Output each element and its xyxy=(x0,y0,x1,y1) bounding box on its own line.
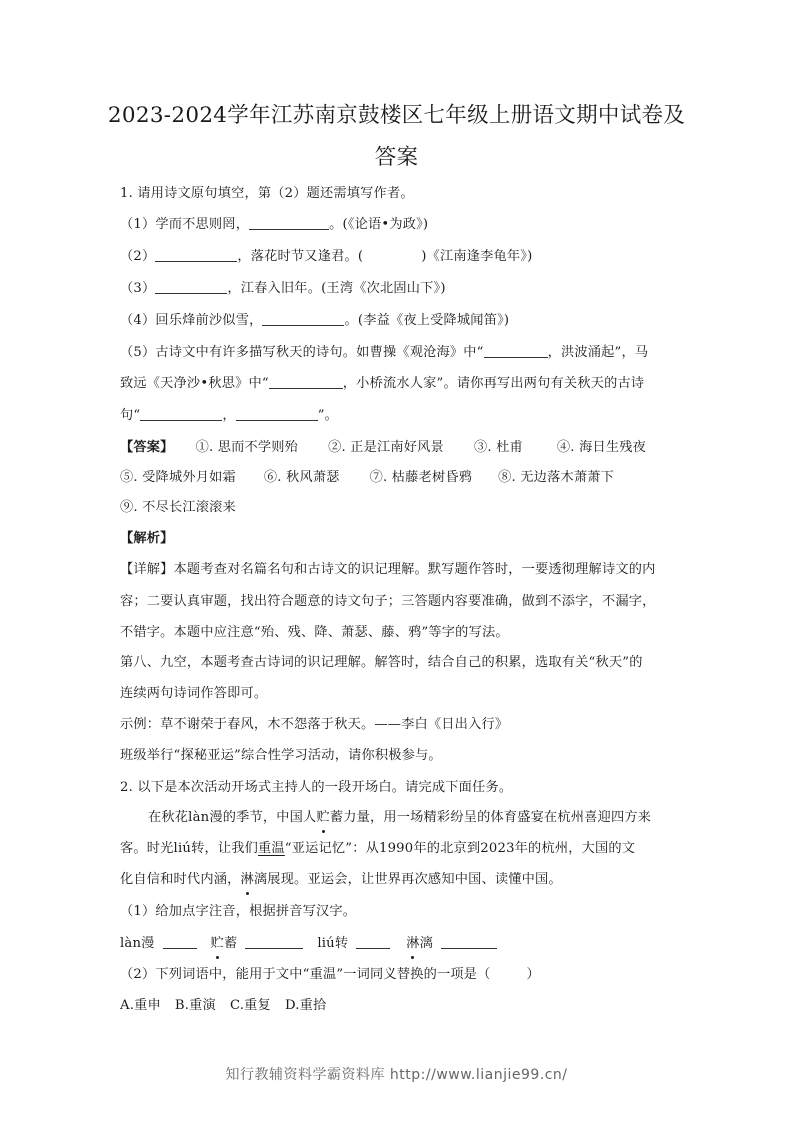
option-b[interactable]: B.重演 xyxy=(174,998,216,1013)
question-1-part-2: （2） ，落花时节又逢君。( )《江南逢李龟年》) xyxy=(120,249,533,264)
option-d[interactable]: D.重拾 xyxy=(284,998,327,1013)
analysis-text: 连续两句诗词作答即可。 xyxy=(120,686,268,701)
document-title-line-1: 2023-2024学年江苏南京鼓楼区七年级上册语文期中试卷及 xyxy=(107,103,686,128)
underlined-word: 重温 xyxy=(258,841,285,856)
answer-line-1 xyxy=(120,438,646,458)
activity-intro: 班级举行“探秘亚运”综合性学习活动，请你积极参与。 xyxy=(120,748,442,763)
document-title-line-2: 答案 xyxy=(374,145,419,170)
analysis-label: 【解析】 xyxy=(120,531,174,546)
analysis-text: 【详解】本题考查对名篇名句和古诗文的识记理解。默写题作答时，一要透彻理解诗文的内 xyxy=(120,562,656,577)
footer-watermark: 知行教辅资料学霸资料库 http://www.lianjie99.cn/ xyxy=(225,1067,568,1083)
answer-blank[interactable] xyxy=(441,934,497,949)
answer-item: ③. 杜甫 xyxy=(473,440,523,455)
answer-item: ①. 思而不学则殆 xyxy=(195,440,299,455)
option-a[interactable]: A.重申 xyxy=(120,998,161,1013)
question-1-part-4: （4）回乐烽前沙似雪， 。(李益《夜上受降城闻笛》) xyxy=(120,313,510,328)
analysis-text: 示例：草不谢荣于春风，木不怨落于秋天。——李白《日出入行》 xyxy=(120,717,509,732)
answer-blank[interactable] xyxy=(155,247,237,262)
answer-blank[interactable] xyxy=(269,374,343,389)
dotted-char: 贮 xyxy=(316,808,329,828)
question-1-part-5-line-1: （5）古诗文中有许多描写秋天的诗句。如曹操《观沧海》中“ ，洪波涌起”，马 xyxy=(120,345,649,360)
answer-blank[interactable] xyxy=(163,934,197,949)
answer-item: ⑤. 受降城外月如霜 xyxy=(120,470,236,485)
question-1-part-5-line-2: 致远《天净沙•秋思》中“ ，小桥流水人家”。请你再写出两句有关秋天的古诗 xyxy=(120,376,645,391)
answer-item: ②. 正是江南好风景 xyxy=(328,440,444,455)
question-2-sub-2: （2）下列词语中，能用于文中“重温”一词同义替换的一项是（ ） xyxy=(120,967,540,982)
analysis-text: 第八、九空，本题考查古诗词的识记理解。解答时，结合自己的积累，选取有关“秋天”的 xyxy=(120,655,643,670)
analysis-text: 不错字。本题中应注意“殆、残、降、萧瑟、藤、鸦”等字的写法。 xyxy=(120,625,509,640)
answer-blank[interactable] xyxy=(262,311,344,326)
passage-line-1: 在秋花làn漫的季节，中国人贮蓄力量，用一场精彩纷呈的体育盛宴在杭州喜迎四方来 xyxy=(148,808,651,828)
answer-blank[interactable] xyxy=(236,406,318,421)
answer-label: 【答案】 xyxy=(120,440,174,455)
question-1-part-1: （1）学而不思则罔， 。(《论语•为政》) xyxy=(120,217,429,232)
answer-item: ⑨. 不尽长江滚滚来 xyxy=(120,500,236,515)
answer-blank[interactable] xyxy=(249,215,329,230)
answer-line-3 xyxy=(120,498,236,518)
dotted-char: 淋 xyxy=(241,870,254,890)
answer-blank[interactable] xyxy=(155,279,227,294)
question-1-part-3: （3） ，江春入旧年。(王湾《次北固山下》) xyxy=(120,281,446,296)
option-row xyxy=(120,996,326,1016)
answer-item: ⑦. 枯藤老树昏鸦 xyxy=(369,470,473,485)
question-2-stem: 2. 以下是本次活动开场式主持人的一段开场白。请完成下面任务。 xyxy=(120,780,513,795)
dotted-char: 淋 xyxy=(406,934,419,954)
question-1-stem: 1. 请用诗文原句填空，第（2）题还需填写作者。 xyxy=(120,186,414,201)
answer-item: ⑧. 无边落木萧萧下 xyxy=(498,470,615,485)
pinyin-fill-row: làn漫 贮蓄 liú转 淋漓 xyxy=(120,934,497,954)
answer-blank[interactable] xyxy=(245,934,303,949)
answer-blank[interactable] xyxy=(484,343,548,358)
dotted-char: 贮 xyxy=(211,934,224,954)
passage-line-3: 化自信和时代内涵，淋漓展现。亚运会，让世界再次感知中国、读懂中国。 xyxy=(120,870,562,890)
option-c[interactable]: C.重复 xyxy=(229,998,271,1013)
answer-blank[interactable] xyxy=(356,934,390,949)
answer-item: ④. 海日生残夜 xyxy=(556,440,647,455)
analysis-text: 容；二要认真审题，找出符合题意的诗文句子；三答题内容要准确，做到不添字，不漏字， xyxy=(120,594,656,609)
answer-item: ⑥. 秋风萧瑟 xyxy=(263,470,340,485)
passage-line-2: 客。时光liú转，让我们重温“亚运记忆”：从1990年的北京到2023年的杭州，大国的文 xyxy=(120,841,636,856)
question-2-sub-1: （1）给加点字注音，根据拼音写汉字。 xyxy=(120,904,357,919)
answer-blank[interactable] xyxy=(140,406,222,421)
question-1-part-5-line-3: 句“ ， ”。 xyxy=(120,408,339,423)
answer-line-2 xyxy=(120,468,614,488)
